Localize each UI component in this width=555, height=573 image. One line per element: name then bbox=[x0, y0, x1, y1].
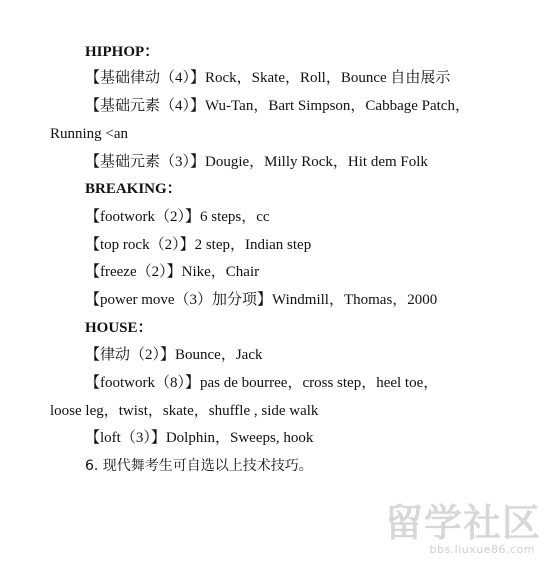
house-footwork-line: 【footwork（8）】pas de bourree，cross step，heel toe， bbox=[85, 375, 439, 391]
breaking-heading: BREAKING： bbox=[85, 181, 182, 197]
house-footwork-continued: loose leg，twist，skate，shuffle , side walk bbox=[50, 403, 319, 419]
hiphop-rhythm-line: 【基础律动（4）】Rock，Skate，Roll，Bounce 自由展示 bbox=[85, 70, 451, 86]
note-line: 6. 现代舞考生可自选以上技术技巧。 bbox=[85, 458, 313, 474]
watermark-url: bbs.liuxue86.com bbox=[429, 543, 535, 556]
watermark bbox=[381, 501, 541, 561]
breaking-footwork-line: 【footwork（2）】6 steps，cc bbox=[85, 209, 270, 225]
hiphop-heading: HIPHOP： bbox=[85, 44, 160, 60]
house-loft-line: 【loft（3）】Dolphin，Sweeps, hook bbox=[85, 430, 314, 446]
breaking-powermove-line: 【power move（3）加分项】Windmill，Thomas，2000 bbox=[85, 292, 438, 308]
hiphop-elements-line-2: 【基础元素（3）】Dougie，Milly Rock，Hit dem Folk bbox=[85, 154, 428, 170]
house-heading: HOUSE： bbox=[85, 320, 153, 336]
watermark-text: 留学社区 bbox=[384, 501, 541, 545]
breaking-freeze-line: 【freeze（2）】Nike，Chair bbox=[85, 264, 260, 280]
hiphop-elements-line: 【基础元素（4）】Wu-Tan，Bart Simpson，Cabbage Patch， bbox=[85, 98, 470, 114]
hiphop-elements-continued: Running <an bbox=[50, 126, 129, 142]
house-rhythm-line: 【律动（2）】Bounce，Jack bbox=[85, 347, 263, 363]
breaking-toprock-line: 【top rock（2）】2 step，Indian step bbox=[85, 237, 312, 253]
